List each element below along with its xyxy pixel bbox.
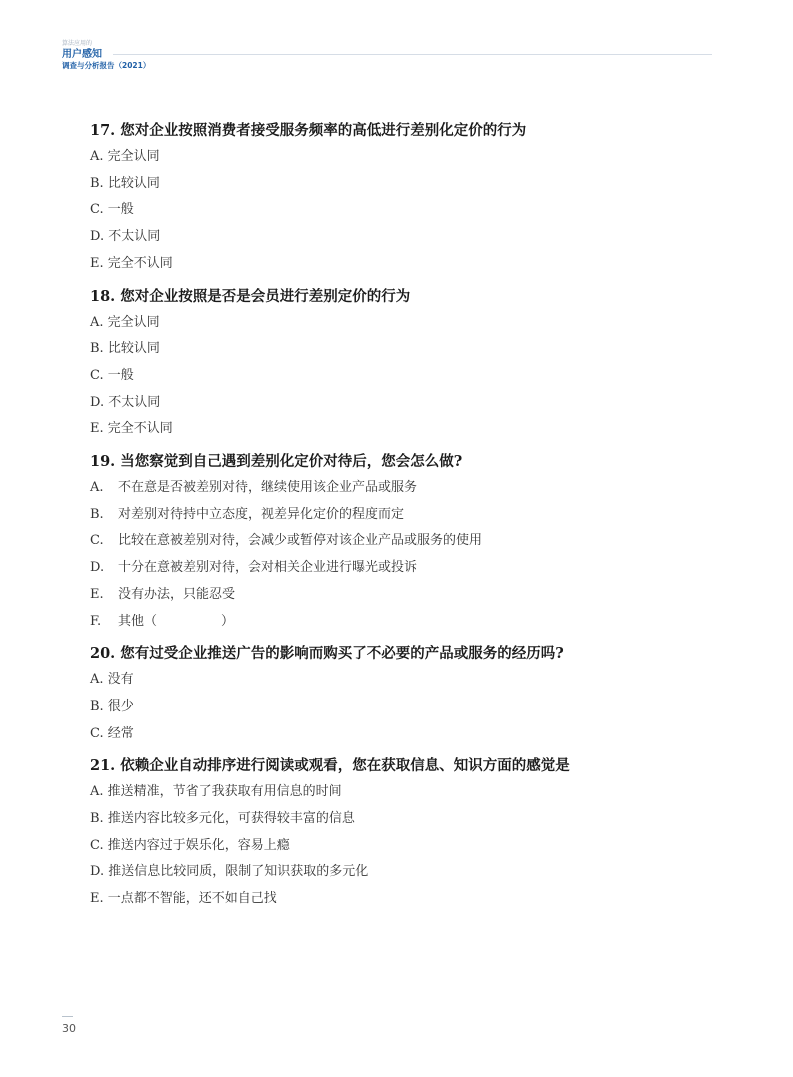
option-text: 推送信息比较同质，限制了知识获取的多元化	[108, 864, 369, 880]
option-text: 推送精准，节省了我获取有用信息的时间	[107, 784, 342, 800]
header-title: 用户感知	[62, 49, 102, 60]
option-letter: B.	[90, 506, 104, 522]
option-d	[90, 224, 730, 251]
option-letter: E.	[90, 255, 104, 271]
option-d	[90, 859, 730, 886]
option-text: 很少	[107, 698, 134, 714]
option-letter: B.	[90, 811, 104, 827]
option-letter: C.	[90, 725, 104, 741]
option-letter: A.	[90, 314, 104, 330]
option-letter: B.	[90, 341, 104, 357]
option-letter: C.	[90, 533, 104, 549]
option-b	[90, 336, 730, 363]
option-c	[90, 528, 730, 555]
option-letter: A.	[90, 672, 104, 688]
option-text: 不太认同	[108, 229, 161, 245]
option-letter: C.	[90, 367, 104, 383]
running-header	[62, 40, 150, 71]
option-text: 一般	[107, 202, 134, 218]
page-number: 30	[62, 1022, 76, 1035]
option-letter: E.	[90, 891, 104, 907]
option-c	[90, 363, 730, 390]
option-f	[90, 609, 730, 636]
option-text: 对差别对待持中立态度，视差异化定价的程度而定	[118, 506, 405, 522]
option-letter: D.	[90, 560, 105, 576]
option-text: 不在意是否被差别对待，继续使用该企业产品或服务	[118, 480, 418, 496]
option-text: 完全不认同	[107, 421, 173, 437]
option-b	[90, 694, 730, 721]
option-text: 完全不认同	[107, 255, 173, 271]
question-title: 18. 您对企业按照是否是会员进行差别定价的行为	[90, 287, 411, 305]
question-20	[90, 641, 730, 747]
option-letter: D.	[90, 394, 105, 410]
option-a	[90, 475, 730, 502]
option-c	[90, 833, 730, 860]
option-text: 没有办法，只能忍受	[118, 586, 236, 602]
question-17	[90, 118, 730, 278]
option-text: 推送内容过于娱乐化，容易上瘾	[107, 837, 290, 853]
option-letter: B.	[90, 698, 104, 714]
option-letter: C.	[90, 837, 104, 853]
option-b	[90, 502, 730, 529]
option-letter: A.	[90, 784, 104, 800]
question-18	[90, 284, 730, 444]
option-letter: D.	[90, 229, 105, 245]
option-d	[90, 390, 730, 417]
question-19	[90, 449, 730, 635]
option-letter: A.	[90, 149, 104, 164]
footer-divider	[62, 1016, 73, 1017]
question-title: 17. 您对企业按照消费者接受服务频率的高低进行差别化定价的行为	[90, 122, 527, 139]
option-letter: E.	[90, 421, 104, 437]
option-text: 经常	[107, 725, 134, 741]
option-d	[90, 555, 730, 582]
option-text: 一般	[107, 367, 134, 383]
option-text: 比较认同	[107, 341, 160, 357]
option-b	[90, 171, 730, 198]
header-divider	[113, 54, 712, 55]
option-letter: E.	[90, 586, 104, 602]
option-text: 其他（	[118, 613, 158, 629]
header-kicker: 算法应用的	[62, 40, 93, 47]
option-b	[90, 806, 730, 833]
question-21	[90, 753, 730, 913]
option-text: 比较认同	[107, 175, 160, 191]
option-letter: A.	[90, 480, 104, 496]
option-letter: B.	[90, 175, 104, 191]
option-text: 完全认同	[107, 314, 160, 330]
question-title: 21. 依赖企业自动排序进行阅读或观看，您在获取信息、知识方面的感觉是	[90, 757, 570, 775]
option-text: 完全认同	[107, 149, 160, 164]
option-text: 不太认同	[108, 394, 161, 410]
questionnaire-content	[90, 118, 730, 913]
header-subtitle: 调查与分析报告（2021）	[62, 61, 151, 70]
option-e	[90, 251, 730, 278]
question-title: 19. 当您察觉到自己遇到差别化定价对待后，您会怎么做?	[90, 453, 463, 471]
option-a	[90, 144, 730, 171]
option-suffix: ）	[221, 613, 235, 629]
option-e	[90, 582, 730, 609]
option-c	[90, 721, 730, 748]
option-letter: F.	[90, 613, 102, 629]
option-e	[90, 416, 730, 443]
option-a	[90, 667, 730, 694]
option-e	[90, 886, 730, 913]
option-a	[90, 310, 730, 337]
option-text: 推送内容比较多元化，可获得较丰富的信息	[107, 811, 355, 827]
option-text: 十分在意被差别对待，会对相关企业进行曝光或投诉	[118, 560, 418, 576]
option-letter: D.	[90, 864, 105, 880]
option-letter: C.	[90, 202, 104, 218]
option-c	[90, 197, 730, 224]
option-text: 一点都不智能，还不如自己找	[107, 891, 277, 907]
question-title: 20. 您有过受企业推送广告的影响而购买了不必要的产品或服务的经历吗?	[90, 645, 564, 663]
option-text: 没有	[107, 672, 134, 688]
option-text: 比较在意被差别对待，会减少或暂停对该企业产品或服务的使用	[118, 533, 483, 549]
option-a	[90, 779, 730, 806]
